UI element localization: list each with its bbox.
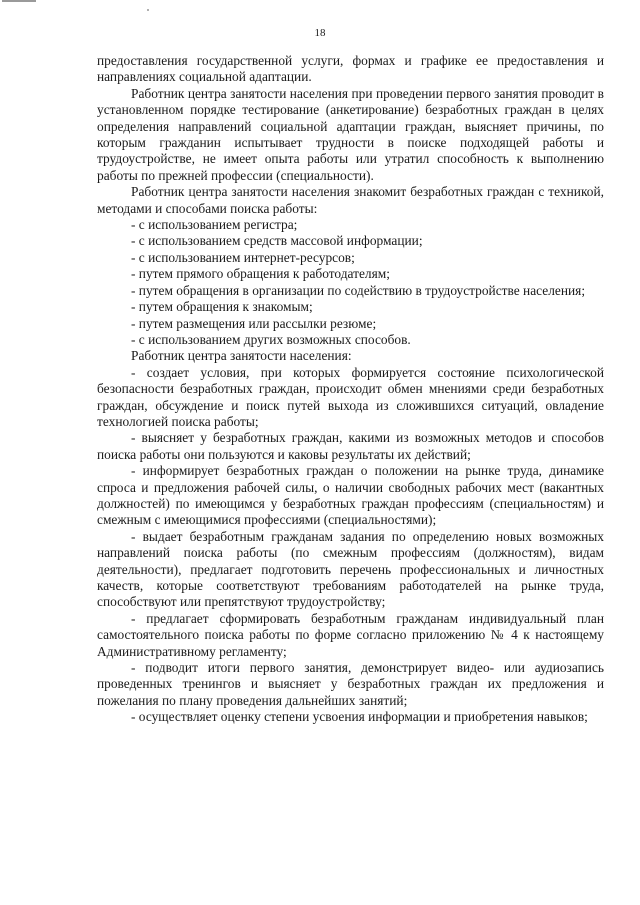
paragraph-intro-continuation: предоставления государственной услуги, формах и графике ее предоставления и направлениях социальной адаптации. [97, 53, 604, 85]
paragraph-methods-intro: Работник центра занятости населения знакомит безработных граждан с техникой, методами и способами поиска работы: [97, 184, 604, 216]
paragraph-worker: Работник центра занятости населения: [131, 348, 352, 364]
list-item: - выдает безработным гражданам задания по определению новых возможных направлений поиска работы (по смежным профессиям (должностям), видам деятельности), предлагает подготовить перечень профессиональных и личностных качеств, которые соответствуют требованиям работодателей на рынке труда, способствуют или препятствуют трудоустройству; [97, 528, 604, 610]
scan-edge-mark [2, 0, 36, 2]
list-item: - с использованием средств массовой информации; [131, 233, 423, 249]
document-body [97, 53, 604, 726]
list-item: - подводит итоги первого занятия, демонстрирует видео- или аудиозапись проведенных тренингов и выясняет у безработных граждан их предложения и пожелания по плану проведения дальнейших занятий; [97, 660, 604, 708]
list-item: - путем обращения в организации по содействию в трудоустройстве населения; [131, 282, 586, 298]
list-item: - с использованием интернет-ресурсов; [131, 249, 355, 265]
page-number: 18 [314, 27, 326, 39]
list-item: - осуществляет оценку степени усвоения информации и приобретения навыков; [131, 709, 588, 725]
list-item: - путем обращения к знакомым; [131, 299, 313, 315]
list-item: - предлагает сформировать безработным гражданам индивидуальный план самостоятельного поиска работы по форме согласно приложению № 4 к настоящему Административному регламенту; [97, 610, 604, 659]
scan-dust-speck [147, 9, 149, 11]
list-item: - выясняет у безработных граждан, какими из возможных методов и способов поиска работы они пользуются и каковы результаты их действий; [97, 430, 604, 462]
list-item: - информирует безработных граждан о положении на рынке труда, динамике спроса и предложения рабочей силы, о наличии свободных рабочих мест (вакантных должностей) по имеющимся у безработных граждан профессиям (специальностям) и смежным с имеющимися профессиями (специальностями); [97, 463, 604, 528]
methods-list [97, 217, 604, 348]
actions-list [97, 365, 604, 726]
paragraph-testing: Работник центра занятости населения при проведении первого занятия проводит в установленном порядке тестирование (анкетирование) безработных граждан в целях определения направлений социальной адаптации граждан, выясняет причины, по которым гражданин испытывает трудности в поиске подходящей работы и трудоустройстве, не имеет опыта работы или утратил способность к выполнению работы по прежней профессии (специальности). [97, 85, 604, 183]
list-item: - создает условия, при которых формируется состояние психологической безопасности безработных граждан, происходит обмен мнениями среди безработных граждан, обсуждение и поиск путей выхода из сложившихся ситуаций, овладение технологией поиска работы; [97, 364, 604, 429]
list-item: - путем размещения или рассылки резюме; [131, 315, 377, 331]
list-item: - путем прямого обращения к работодателям; [131, 266, 390, 282]
list-item: - с использованием других возможных способов. [131, 331, 411, 347]
list-item: - с использованием регистра; [131, 217, 298, 233]
